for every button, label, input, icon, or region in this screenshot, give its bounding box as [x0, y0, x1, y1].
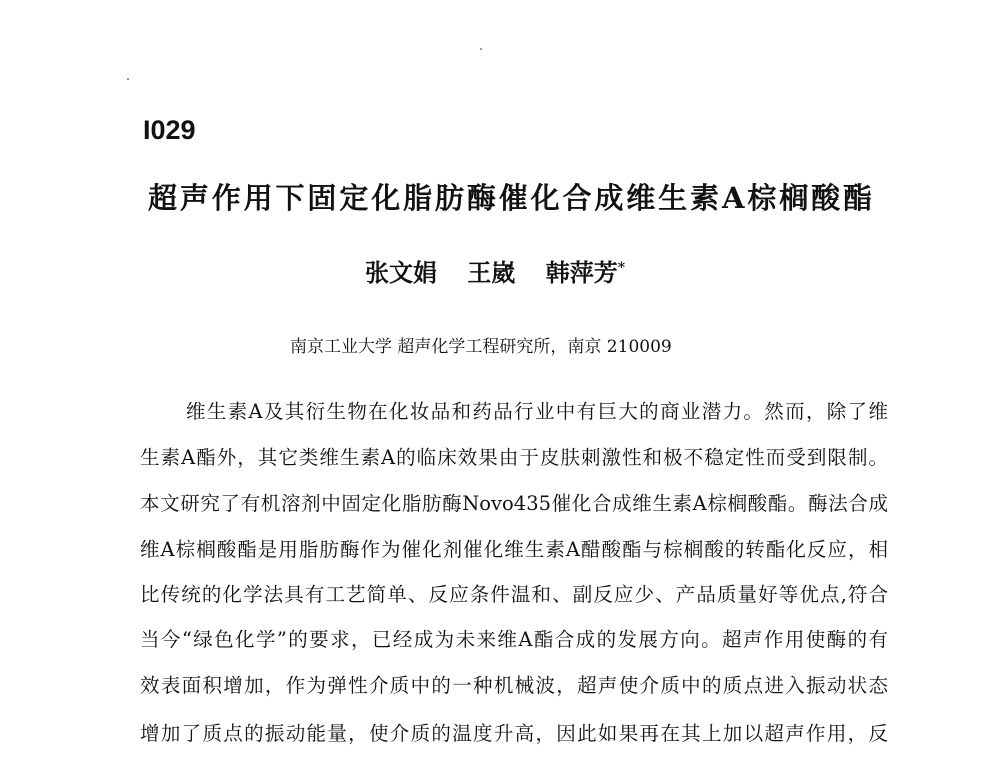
body-line: 增加了质点的振动能量，使介质的温度升高，因此如果再在其上加以超声作用，反	[140, 722, 888, 745]
author: 王崴	[467, 258, 516, 287]
scan-speck	[480, 48, 482, 50]
body-line: 维生素A及其衍生物在化妆品和药品行业中有巨大的商业潜力。然而，除了维	[186, 400, 888, 423]
author: 张文娟	[365, 258, 437, 287]
body-line: 效表面积增加，作为弹性介质中的一种机械波，超声使介质中的质点进入振动状态	[140, 674, 888, 697]
paper-title: 超声作用下固定化脂肪酶催化合成维生素A棕榈酸酯	[148, 181, 872, 215]
affiliation: 南京工业大学 超声化学工程研究所，南京 210009	[290, 337, 672, 357]
body-line: 比传统的化学法具有工艺简单、反应条件温和、副反应少、产品质量好等优点,符合	[140, 583, 888, 606]
scan-speck	[127, 78, 129, 80]
author-list	[365, 253, 625, 288]
body-line: 维A棕榈酸酯是用脂肪酶作为催化剂催化维生素A醋酸酯与棕榈酸的转酯化反应，相	[140, 538, 888, 561]
paper-code: I029	[143, 115, 196, 145]
corresponding-author-mark: *	[617, 260, 626, 276]
body-line: 本文研究了有机溶剂中固定化脂肪酶Novo435催化合成维生素A棕榈酸酯。酶法合成	[140, 492, 888, 515]
body-line: 生素A酯外，其它类维生素A的临床效果由于皮肤刺激性和极不稳定性而受到限制。	[140, 446, 888, 469]
author: 韩萍芳	[545, 258, 618, 287]
body-line: 当今“绿色化学”的要求，已经成为未来维A酯合成的发展方向。超声作用使酶的有	[140, 628, 888, 651]
